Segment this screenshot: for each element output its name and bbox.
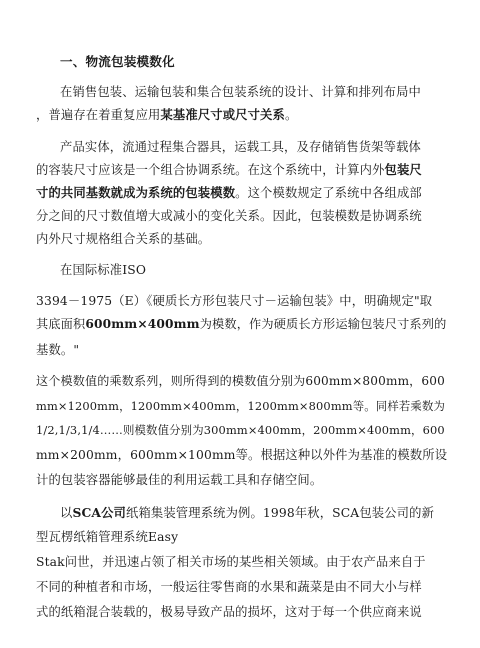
- paragraph-line: Stak问世，并迅速占领了相关市场的某些相关领域。由于农产品来自于: [36, 555, 426, 569]
- paragraph-line: 不同的种植者和市场，一般运往零售商的水果和蔬菜是由不同大小与样: [36, 580, 422, 594]
- paragraph-line: mm×1200mm，1200mm×400mm，1200mm×800mm等。同样若乘数为: [36, 399, 446, 413]
- paragraph-line: 型瓦楞纸箱管理系统Easy: [36, 530, 179, 544]
- bold-phrase: 某基准尺寸或尺寸关系: [160, 107, 285, 122]
- paragraph-line: 寸的共同基数就成为系统的包装模数。这个模数规定了系统中各组成部: [36, 185, 422, 200]
- paragraph-line: 计的包装容器能够最佳的利用运载工具和存储空间。: [36, 473, 323, 487]
- paragraph-line: 3394－1975（E）《硬质长方形包装尺寸－运输包装》中，明确规定"取: [36, 294, 433, 308]
- paragraph-line: 1/2,1/3,1/4……则模数值分别为300mm×400mm，200mm×400mm，600: [36, 423, 445, 437]
- paragraph-line: 的容装尺寸应该是一个组合协调系统。在这个系统中，计算内外包装尺: [36, 162, 422, 177]
- paragraph-line: mm×200mm，600mm×100mm等。根据这种以外件为基准的模数所设: [36, 448, 448, 462]
- paragraph-line: 以SCA公司纸箱集装管理系统为例。1998年秋，SCA包装公司的新: [60, 505, 435, 520]
- paragraph-line: ，普遍存在着重复应用某基准尺寸或尺寸关系。: [36, 107, 298, 122]
- bold-phrase: 600mm×400mm: [85, 317, 200, 331]
- paragraph-line: 在国际标准ISO: [60, 263, 147, 277]
- paragraph-line: 基数。": [36, 343, 80, 357]
- bold-phrase: 包装尺: [384, 162, 422, 177]
- paragraph-line: 在销售包装、运输包装和集合包装系统的设计、计算和排列布局中: [60, 85, 421, 99]
- paragraph-line: 产品实体，流通过程集合器具，运载工具，及存储销售货架等载体: [60, 140, 421, 154]
- paragraph-line: 内外尺寸规格组合关系的基础。: [36, 232, 211, 246]
- bold-phrase: SCA公司: [72, 505, 127, 520]
- paragraph-line: 这个模数值的乘数系列，则所得到的模数值分别为600mm×800mm，600: [36, 374, 445, 388]
- paragraph-line: 其底面积600mm×400mm为模数，作为硬质长方形运输包装尺寸系列的: [36, 317, 447, 331]
- paragraph-line: 分之间的尺寸数值增大或减小的变化关系。因此，包装模数是协调系统: [36, 209, 422, 223]
- paragraph-line: 式的纸箱混合装载的，极易导致产品的损坏，这对于每一个供应商来说: [36, 605, 422, 619]
- bold-phrase: 寸的共同基数就成为系统的包装模数: [36, 185, 236, 200]
- section-heading: 一、物流包装模数化: [60, 54, 175, 69]
